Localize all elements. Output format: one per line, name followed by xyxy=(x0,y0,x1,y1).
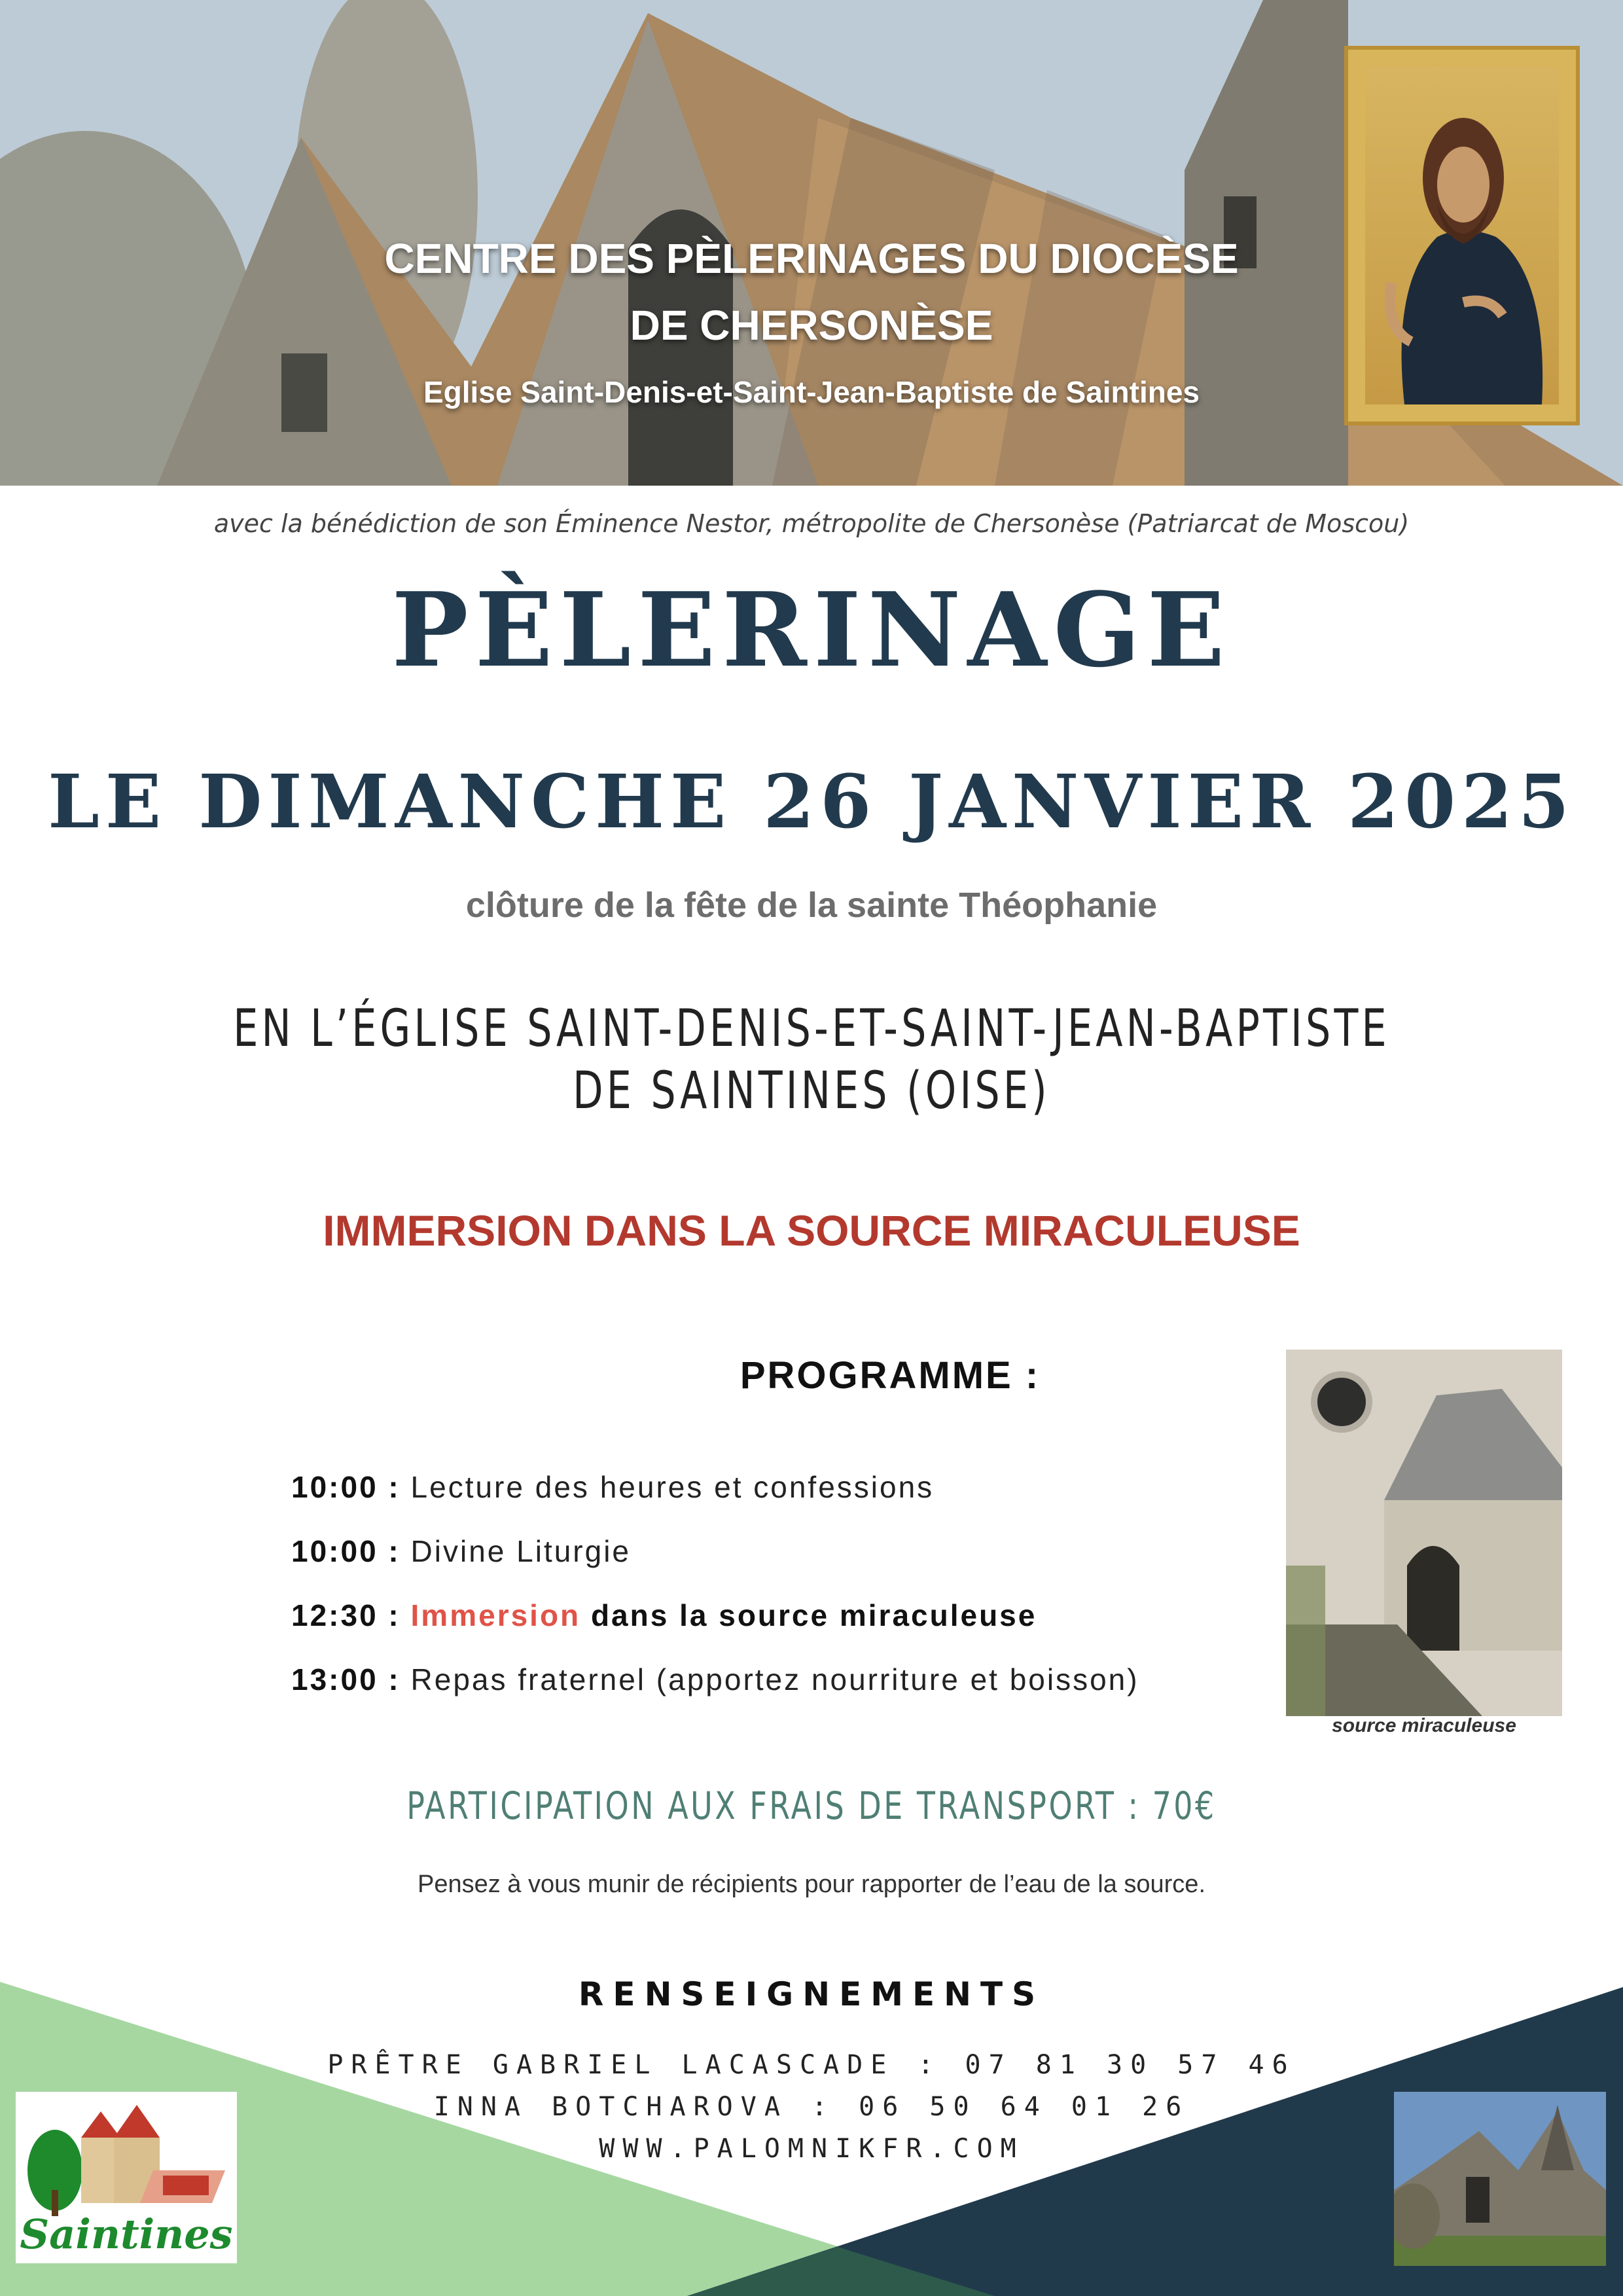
spring-house-illustration xyxy=(1286,1350,1562,1716)
contact-line-inna: INNA BOTCHAROVA : 06 50 64 01 26 xyxy=(433,2092,1190,2122)
immersion-heading: IMMERSION DANS LA SOURCE MIRACULEUSE xyxy=(323,1206,1300,1255)
header-photo xyxy=(0,0,1623,486)
programme-time: 10:00 : xyxy=(291,1470,401,1504)
water-note: Pensez à vous munir de récipients pour rapporter de l’eau de la source. xyxy=(417,1871,1205,1898)
programme-time: 10:00 : xyxy=(291,1534,401,1568)
feast-subtitle: clôture de la fête de la sainte Théophanie xyxy=(465,886,1158,925)
main-title: PÈLERINAGE xyxy=(391,570,1232,690)
church-photo xyxy=(1394,2092,1606,2266)
header-title-line2: DE CHERSONÈSE xyxy=(630,302,993,349)
header-subtitle: Eglise Saint-Denis-et-Saint-Jean-Baptiste de Saintines xyxy=(423,375,1200,409)
programme-highlight: Immersion xyxy=(410,1598,581,1632)
logo-text: Saintines xyxy=(20,2210,233,2258)
programme-item xyxy=(291,1598,1037,1633)
church-line2: DE SAINTINES (OISE) xyxy=(573,1062,1050,1121)
contact-website[interactable]: WWW.PALOMNIKFR.COM xyxy=(599,2134,1024,2164)
source-photo xyxy=(1286,1350,1562,1716)
programme-time: 12:30 : xyxy=(291,1598,401,1632)
programme-heading: PROGRAMME : xyxy=(740,1354,1041,1397)
contact-line-priest: PRÊTRE GABRIEL LACASCADE : 07 81 30 57 46 xyxy=(327,2050,1296,2080)
programme-item xyxy=(291,1662,1139,1697)
blessing-text: avec la bénédiction de son Éminence Nestor, métropolite de Chersonèse (Patriarcat de Moscou) xyxy=(213,509,1410,538)
programme-text: dans la source miraculeuse xyxy=(580,1598,1037,1632)
programme-text: Lecture des heures et confessions xyxy=(410,1470,935,1504)
saintines-logo xyxy=(16,2092,237,2263)
programme-time: 13:00 : xyxy=(291,1662,401,1696)
programme-item xyxy=(291,1534,631,1569)
church-location xyxy=(114,998,1510,1122)
castle-logo-icon xyxy=(16,2092,237,2216)
photo-caption: source miraculeuse xyxy=(1332,1715,1516,1736)
transport-fees: PARTICIPATION AUX FRAIS DE TRANSPORT : 70€ xyxy=(406,1784,1217,1828)
contact-heading: RENSEIGNEMENTS xyxy=(578,1975,1045,2013)
church-exterior-illustration xyxy=(1394,2092,1606,2266)
saint-figure-icon xyxy=(1365,67,1559,404)
programme-text: Repas fraternel (apportez nourriture et boisson) xyxy=(410,1662,1139,1696)
saint-icon-image xyxy=(1344,46,1580,425)
header-title-line1: CENTRE DES PÈLERINAGES DU DIOCÈSE xyxy=(384,235,1239,282)
event-date: LE DIMANCHE 26 JANVIER 2025 xyxy=(48,759,1575,845)
programme-item xyxy=(291,1469,934,1505)
church-line1: EN L’ÉGLISE SAINT-DENIS-ET-SAINT-JEAN-BAPTISTE xyxy=(233,999,1390,1058)
programme-text: Divine Liturgie xyxy=(410,1534,632,1568)
